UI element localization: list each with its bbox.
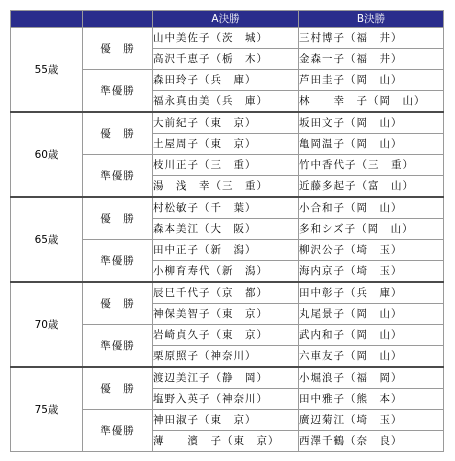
a-final-player: 高沢千恵子（栃 木）	[153, 49, 299, 70]
table-row	[11, 197, 444, 219]
age-group-label: 55歳	[11, 28, 83, 113]
a-final-player: 森本美江（大 阪）	[153, 219, 299, 240]
a-final-player: 枝川正子（三 重）	[153, 155, 299, 176]
rank-label: 優 勝	[83, 197, 153, 240]
age-group-label: 70歳	[11, 282, 83, 367]
a-final-player: 小柳育寿代（新 潟）	[153, 261, 299, 283]
a-final-player: 辰巳千代子（京 都）	[153, 282, 299, 304]
a-final-player: 湯 浅 幸（三 重）	[153, 176, 299, 198]
a-final-player: 薄 濱 子（東 京）	[153, 431, 299, 452]
b-final-player: 近藤多起子（富 山）	[299, 176, 444, 198]
a-final-player: 岩崎貞久子（東 京）	[153, 325, 299, 346]
b-final-player: 竹中香代子（三 重）	[299, 155, 444, 176]
age-group-label: 60歳	[11, 112, 83, 197]
table-row	[11, 282, 444, 304]
b-final-player: 芦田圭子（岡 山）	[299, 70, 444, 91]
header-blank-rank	[83, 11, 153, 28]
b-final-player: 海内京子（埼 玉）	[299, 261, 444, 283]
b-final-player: 坂田文子（岡 山）	[299, 112, 444, 134]
b-final-player: 武内和子（岡 山）	[299, 325, 444, 346]
table-row	[11, 28, 444, 49]
a-final-player: 神田淑子（東 京）	[153, 410, 299, 431]
a-final-player: 神保美智子（東 京）	[153, 304, 299, 325]
table-row	[11, 367, 444, 389]
b-final-player: 田中彰子（兵 庫）	[299, 282, 444, 304]
rank-label: 準優勝	[83, 410, 153, 452]
b-final-player: 三村博子（福 井）	[299, 28, 444, 49]
header-a-final: A決勝	[153, 11, 299, 28]
results-body	[11, 28, 444, 452]
b-final-player: 多和シズ子（岡 山）	[299, 219, 444, 240]
a-final-player: 大前紀子（東 京）	[153, 112, 299, 134]
age-group-label: 75歳	[11, 367, 83, 452]
rank-label: 優 勝	[83, 367, 153, 410]
header-blank-age	[11, 11, 83, 28]
b-final-player: 柳沢公子（埼 玉）	[299, 240, 444, 261]
a-final-player: 塩野入英子（神奈川）	[153, 389, 299, 410]
b-final-player: 亀岡温子（岡 山）	[299, 134, 444, 155]
rank-label: 優 勝	[83, 282, 153, 325]
a-final-player: 栗原照子（神奈川）	[153, 346, 299, 368]
b-final-player: 六車友子（岡 山）	[299, 346, 444, 368]
age-group-label: 65歳	[11, 197, 83, 282]
rank-label: 準優勝	[83, 70, 153, 113]
header-b-final: B決勝	[299, 11, 444, 28]
a-final-player: 田中正子（新 潟）	[153, 240, 299, 261]
rank-label: 優 勝	[83, 112, 153, 155]
a-final-player: 山中美佐子（茨 城）	[153, 28, 299, 49]
a-final-player: 森田玲子（兵 庫）	[153, 70, 299, 91]
header-row	[11, 11, 444, 28]
table-row	[11, 112, 444, 134]
results-table	[10, 10, 444, 452]
b-final-player: 田中雅子（熊 本）	[299, 389, 444, 410]
b-final-player: 小堀浪子（福 岡）	[299, 367, 444, 389]
a-final-player: 渡辺美江子（静 岡）	[153, 367, 299, 389]
a-final-player: 福永真由美（兵 庫）	[153, 91, 299, 113]
a-final-player: 村松敏子（千 葉）	[153, 197, 299, 219]
b-final-player: 廣辺菊江（埼 玉）	[299, 410, 444, 431]
b-final-player: 西澤千鶴（奈 良）	[299, 431, 444, 452]
rank-label: 準優勝	[83, 155, 153, 198]
rank-label: 準優勝	[83, 240, 153, 283]
b-final-player: 小合和子（岡 山）	[299, 197, 444, 219]
b-final-player: 金森一子（福 井）	[299, 49, 444, 70]
rank-label: 準優勝	[83, 325, 153, 368]
b-final-player: 丸尾景子（岡 山）	[299, 304, 444, 325]
a-final-player: 土屋周子（東 京）	[153, 134, 299, 155]
b-final-player: 林 幸 子（岡 山）	[299, 91, 444, 113]
rank-label: 優 勝	[83, 28, 153, 70]
